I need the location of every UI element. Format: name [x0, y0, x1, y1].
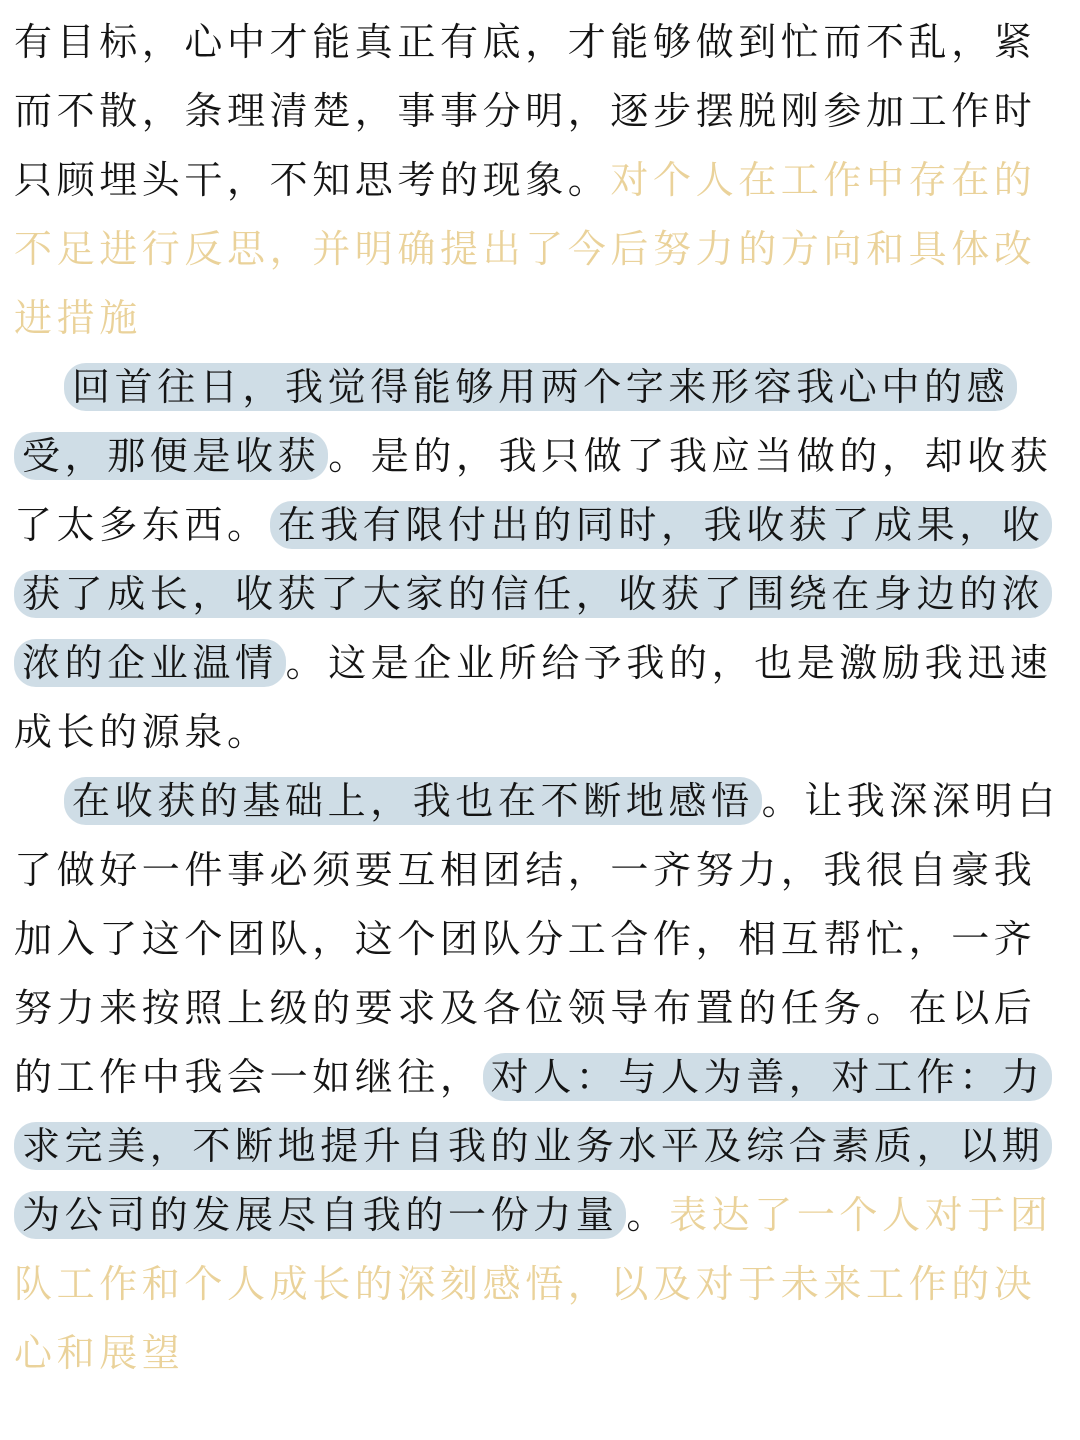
- highlighted-text: 在收获的基础上，我也在不断地感悟: [64, 777, 762, 825]
- body-text: 。让我深深明白了做好一件事必须要互相团结，一齐努力，我很自豪我加入了这个团队，这个团队分工合作，相互帮忙，一齐努力来按照上级的要求及各位领导布置的任务。在以后的工作中我会一如继往，: [14, 779, 1060, 1099]
- annotation-note: 对个人在工作中存在的不足进行反思，并明确提出了今后努力的方向和具体改进措施: [14, 158, 1037, 340]
- paragraph-3: [14, 767, 1066, 1388]
- body-text: 。这是企业所给予我的，也是激励我迅速成长的源泉。: [14, 641, 1053, 754]
- document-page: [14, 8, 1066, 1388]
- annotation-note: 表达了一个人对于团队工作和个人成长的深刻感悟，以及对于未来工作的决心和展望: [14, 1193, 1053, 1375]
- highlighted-text: 在我有限付出的同时，我收获了成果，收获了成长，收获了大家的信任，收获了围绕在身边的浓浓的企业温情: [14, 501, 1052, 687]
- highlighted-text: 对人：与人为善，对工作：力求完美，不断地提升自我的业务水平及综合素质，以期为公司的发展尽自我的一份力量: [14, 1053, 1052, 1239]
- paragraph-1: [14, 8, 1066, 353]
- body-text: 。是的，我只做了我应当做的，却收获了太多东西。: [14, 434, 1053, 547]
- body-text: 。: [626, 1193, 670, 1237]
- body-text: 有目标，心中才能真正有底，才能够做到忙而不乱，紧而不散，条理清楚，事事分明，逐步摆脱刚参加工作时只顾埋头干，不知思考的现象。: [14, 20, 1037, 202]
- highlighted-text: 回首往日，我觉得能够用两个字来形容我心中的感受，那便是收获: [14, 363, 1017, 480]
- paragraph-2: [14, 353, 1066, 767]
